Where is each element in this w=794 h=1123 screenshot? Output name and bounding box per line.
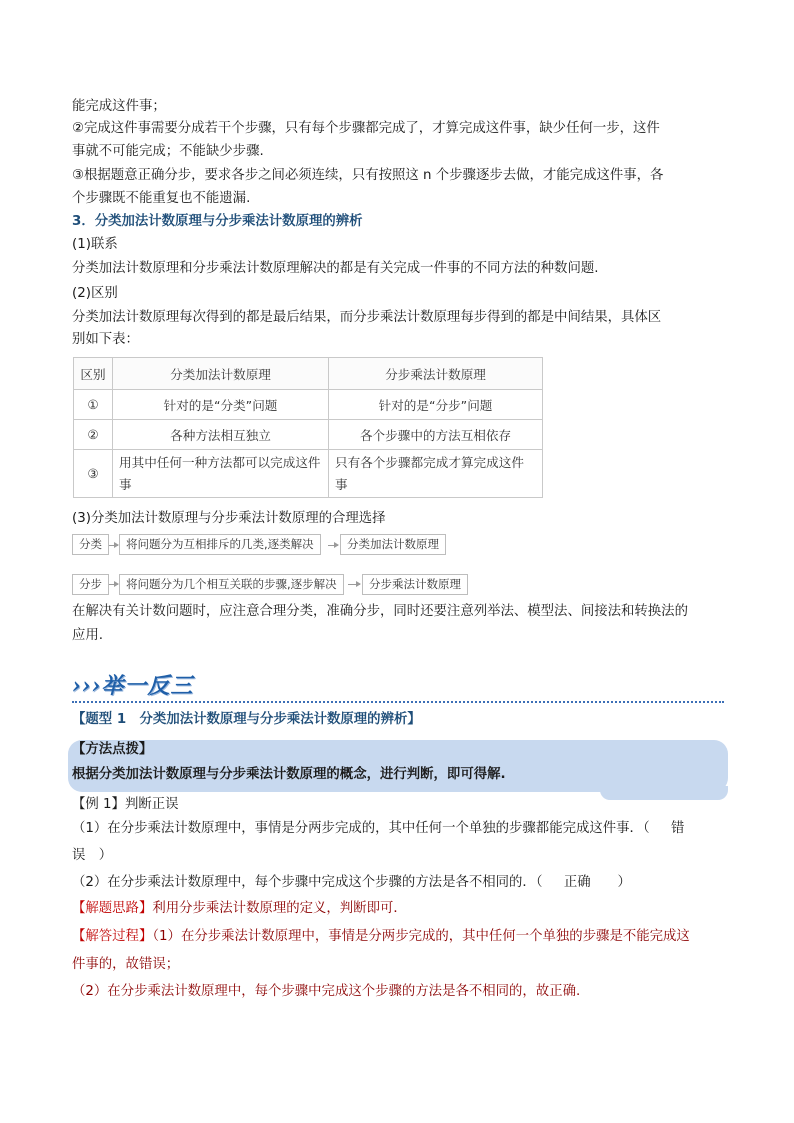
subsection-3-title: (3)分类加法计数原理与分步乘法计数原理的合理选择 xyxy=(72,511,386,526)
table-cell: 针对的是“分类”问题 xyxy=(113,390,329,420)
example-item-1 xyxy=(72,818,684,840)
solution-idea-tag: 【解题思路】 xyxy=(72,901,153,916)
intro-line-1: 能完成这件事； xyxy=(72,99,166,114)
example-title: 【例 1】判断正误 xyxy=(72,797,179,812)
solution-process-3: （2）在分步乘法计数原理中，每个步骤中完成这个步骤的方法是各不相同的，故正确. xyxy=(72,984,581,999)
example-item-1-cont xyxy=(72,845,112,867)
table-header-row xyxy=(74,358,543,390)
example-item-1-text: （1）在分步乘法计数原理中，事情是分两步完成的，其中任何一个单独的步骤都能完成这件事．（ xyxy=(72,821,664,836)
table-header: 区别 xyxy=(74,358,113,390)
flow-label-step: 分步 xyxy=(72,574,109,595)
selection-note-1: 在解决有关计数问题时，应注意合理分类，准确分步，同时还要注意列举法、模型法、间接法和转换法的 xyxy=(72,604,688,619)
solution-idea-text: 利用分步乘法计数原理的定义，判断即可． xyxy=(152,901,407,916)
subsection-2-text-2: 别如下表： xyxy=(72,332,139,347)
flow-label-classify: 分类 xyxy=(72,534,109,555)
comparison-table xyxy=(73,357,543,498)
subsection-2-text-1: 分类加法计数原理每次得到的都是最后结果，而分步乘法计数原理每步得到的都是中间结果，具体区 xyxy=(72,310,662,325)
intro-line-4: ③根据题意正确分步，要求各步之间必须连续，只有按照这 n 个步骤逐步去做，才能完成这件事，各 xyxy=(72,168,664,183)
solution-idea xyxy=(72,898,407,920)
example-item-2-close: ） xyxy=(590,875,631,890)
flow-result-step: 分步乘法计数原理 xyxy=(362,574,468,595)
question-type-heading: 【题型 1 分类加法计数原理与分步乘法计数原理的辨析】 xyxy=(72,712,421,727)
table-row xyxy=(74,390,543,420)
banner-divider xyxy=(72,701,724,703)
example-item-2-text: （2）在分步乘法计数原理中，每个步骤中完成这个步骤的方法是各不相同的．（ xyxy=(72,875,556,890)
subsection-2-title: (2)区别 xyxy=(72,286,118,301)
table-header: 分类加法计数原理 xyxy=(113,358,329,390)
table-cell: ③ xyxy=(74,450,113,498)
table-cell: 用其中任何一种方法都可以完成这件事 xyxy=(113,450,329,498)
example-item-1-close: ） xyxy=(85,848,113,863)
solution-process-1 xyxy=(72,926,690,948)
arrow-icon xyxy=(109,584,118,585)
subsection-1-title: (1)联系 xyxy=(72,237,118,252)
subsection-1-text: 分类加法计数原理和分步乘法计数原理解决的都是有关完成一件事的不同方法的种数问题. xyxy=(72,261,599,276)
example-item-1-answer: 错 xyxy=(671,821,685,836)
table-cell: 各个步骤中的方法互相依存 xyxy=(329,420,543,450)
solution-process-2: 件事的，故错误； xyxy=(72,957,180,972)
triple-arrow-icon: ››› xyxy=(72,673,102,699)
intro-line-2: ②完成这件事需要分成若干个步骤，只有每个步骤都完成了，才算完成这件事，缺少任何一步，这件 xyxy=(72,121,660,136)
solution-process-tag: 【解答过程】 xyxy=(72,929,153,944)
table-row xyxy=(74,420,543,450)
table-row xyxy=(74,450,543,498)
intro-line-5: 个步骤既不能重复也不能遗漏. xyxy=(72,191,251,206)
table-cell: 针对的是“分步”问题 xyxy=(329,390,543,420)
example-item-1-answer-cont: 误 xyxy=(72,848,86,863)
table-cell: 各种方法相互独立 xyxy=(113,420,329,450)
solution-process-text-1: （1）在分步乘法计数原理中，事情是分两步完成的，其中任何一个单独的步骤是不能完成这 xyxy=(152,929,690,944)
method-title: 【方法点拨】 xyxy=(72,742,153,757)
flow-desc-classify: 将问题分为互相排斥的几类,逐类解决 xyxy=(119,534,321,555)
arrow-icon xyxy=(109,545,118,546)
flow-result-classify: 分类加法计数原理 xyxy=(340,534,446,555)
method-text: 根据分类加法计数原理与分步乘法计数原理的概念，进行判断，即可得解. xyxy=(72,767,506,782)
table-cell: ① xyxy=(74,390,113,420)
banner-title: 举一反三 xyxy=(101,673,194,699)
practice-banner xyxy=(72,669,193,697)
example-item-2 xyxy=(72,872,631,894)
flow-desc-step: 将问题分为几个相互关联的步骤,逐步解决 xyxy=(119,574,344,595)
table-header: 分步乘法计数原理 xyxy=(329,358,543,390)
table-cell: ② xyxy=(74,420,113,450)
intro-line-3: 事就不可能完成；不能缺少步骤. xyxy=(72,144,264,159)
section-3-heading: 3．分类加法计数原理与分步乘法计数原理的辨析 xyxy=(72,214,363,229)
table-cell: 只有各个步骤都完成才算完成这件事 xyxy=(329,450,543,498)
example-item-2-answer: 正确 xyxy=(563,875,591,890)
selection-note-2: 应用. xyxy=(72,628,104,643)
arrow-icon xyxy=(328,545,338,546)
method-tip-box-tail xyxy=(600,786,728,800)
arrow-icon xyxy=(348,584,360,585)
